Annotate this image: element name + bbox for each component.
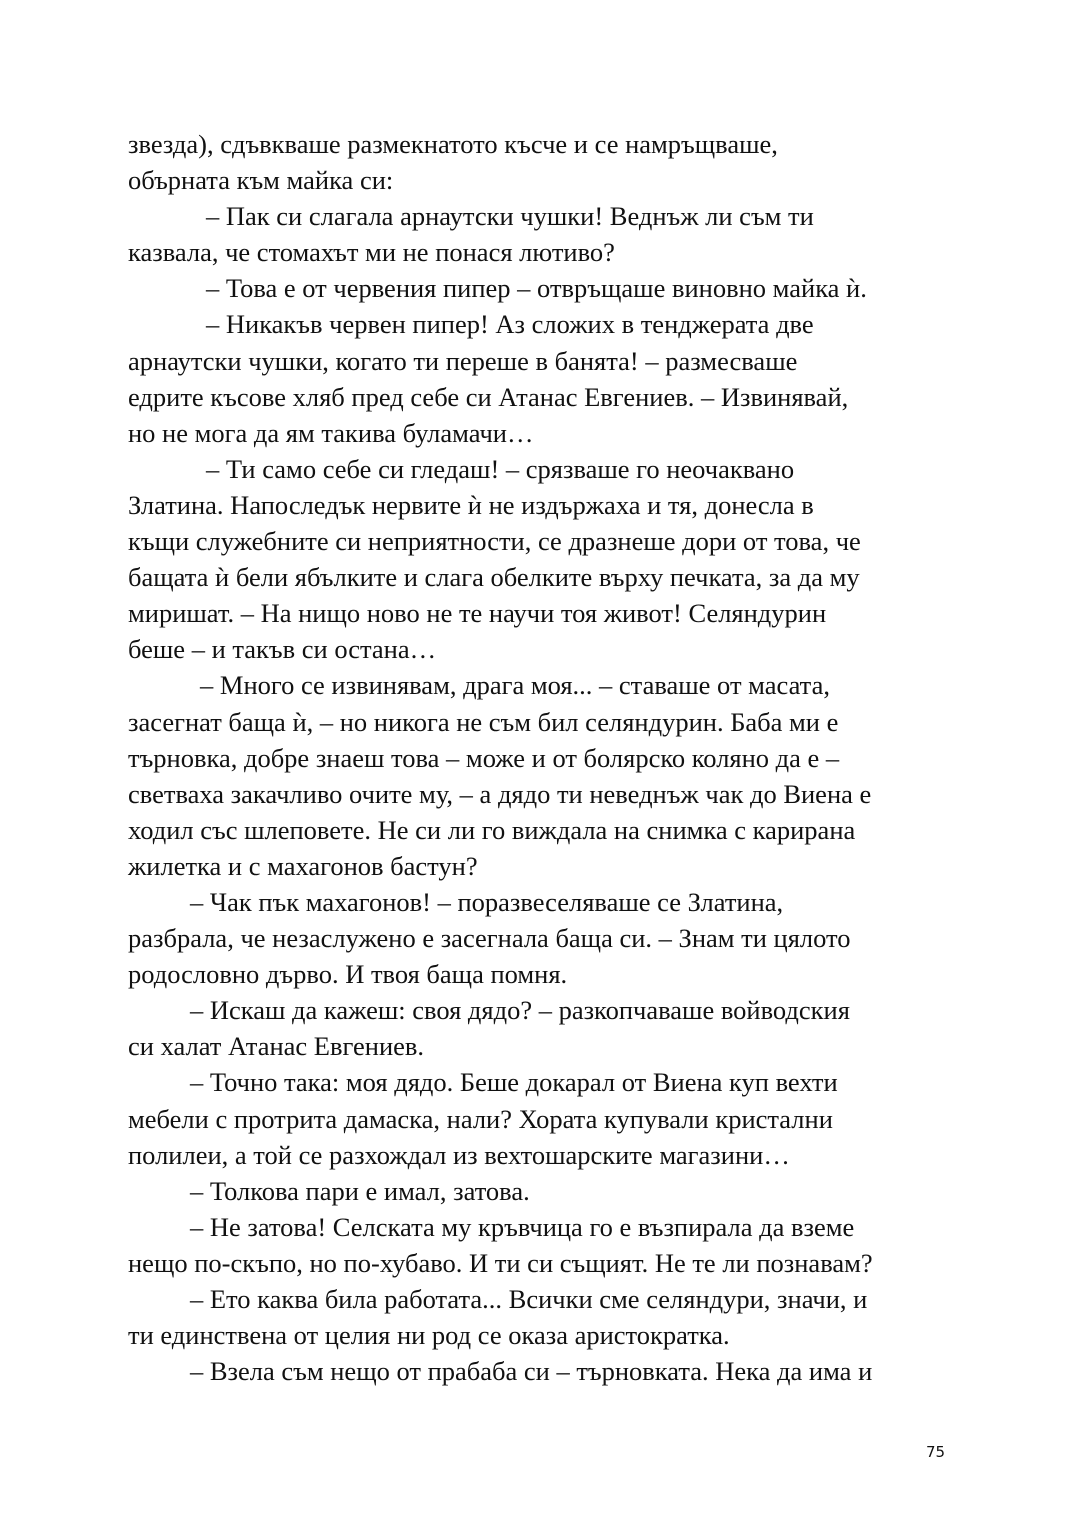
text-line: – Искаш да кажеш: своя дядо? – разкопчаваше войводския <box>190 995 850 1026</box>
text-line: – Никакъв червен пипер! Аз сложих в тенджерата две <box>206 309 814 340</box>
text-line: обърната към майка си: <box>128 165 394 196</box>
text-line: ти единствена от целия ни род се оказа аристократка. <box>128 1320 730 1351</box>
text-line: – Ти само себе си гледаш! – срязваше го неочаквано <box>206 453 795 484</box>
text-line: миришат. – На нищо ново не те научи тоя живот! Селяндурин <box>128 598 827 629</box>
text-line: но не мога да ям такива буламачи… <box>128 417 534 448</box>
text-line: едрите късове хляб пред себе си Атанас Евгениев. – Извинявай, <box>128 381 849 412</box>
text-line: разбрала, че незаслужено е засегнала баща си. – Знам ти цялото <box>128 923 851 954</box>
text-line: нещо по-скъпо, но по-хубаво. И ти си същият. Не те ли познавам? <box>128 1247 873 1278</box>
text-line: родословно дърво. И твоя баща помня. <box>128 959 568 990</box>
text-line: беше – и такъв си остана… <box>128 634 437 665</box>
text-line: – Това е от червения пипер – отвръщаше виновно майка ѝ. <box>206 273 867 304</box>
text-line: жилетка и с махагонов бастун? <box>128 850 478 881</box>
text-line: полилеи, а той се разхождал из вехтошарските магазини… <box>128 1139 790 1170</box>
text-line: – Ето каква била работата... Всички сме селяндури, значи, и <box>190 1284 868 1314</box>
text-line: арнаутски чушки, когато ти переше в банята! – размесваше <box>128 345 798 376</box>
page-number: 75 <box>926 1443 946 1461</box>
text-line: – Пак си слагала арнаутски чушки! Веднъж ли съм ти <box>206 201 814 232</box>
text-line: – Не затова! Селската му кръвчица го е възпирала да вземе <box>190 1211 855 1242</box>
text-line: къщи служебните си неприятности, се дразнеше дори от това, че <box>128 526 861 557</box>
text-line: бащата ѝ бели ябълките и слага обелките върху печката, за да му <box>128 562 860 593</box>
text-line: мебели с протрита дамаска, нали? Хората купували кристални <box>128 1103 833 1134</box>
text-line: – Толкова пари е имал, затова. <box>190 1175 530 1206</box>
text-line: Златина. Напоследък нервите ѝ не издържаха и тя, донесла в <box>128 489 814 520</box>
text-line: – Точно така: моя дядо. Беше докарал от Виена куп вехти <box>190 1067 838 1098</box>
text-line: търновка, добре знаеш това – може и от болярско коляно да е – <box>128 742 840 773</box>
text-line: ходил със шлеповете. Не си ли го виждала на снимка с карирана <box>128 814 856 845</box>
text-line: звезда), сдъвкваше размекнатото късче и се намръщваше, <box>128 129 778 159</box>
text-line: казвала, че стомахът ми не понася лютиво? <box>128 237 615 268</box>
text-line: – Много се извинявам, драга моя... – ставаше от масата, <box>200 670 830 701</box>
text-line: засегнат баща ѝ, – но никога не съм бил селяндурин. Баба ми е <box>128 706 839 737</box>
text-line: – Взела съм нещо от прабаба си – търновката. Нека да има и <box>190 1356 873 1387</box>
text-line: светваха закачливо очите му, – а дядо ти неведнъж чак до Виена е <box>128 778 872 809</box>
body-text <box>128 126 956 1389</box>
text-line: – Чак пък махагонов! – поразвеселяваше се Златина, <box>190 886 784 917</box>
text-line: си халат Атанас Евгениев. <box>128 1031 425 1062</box>
